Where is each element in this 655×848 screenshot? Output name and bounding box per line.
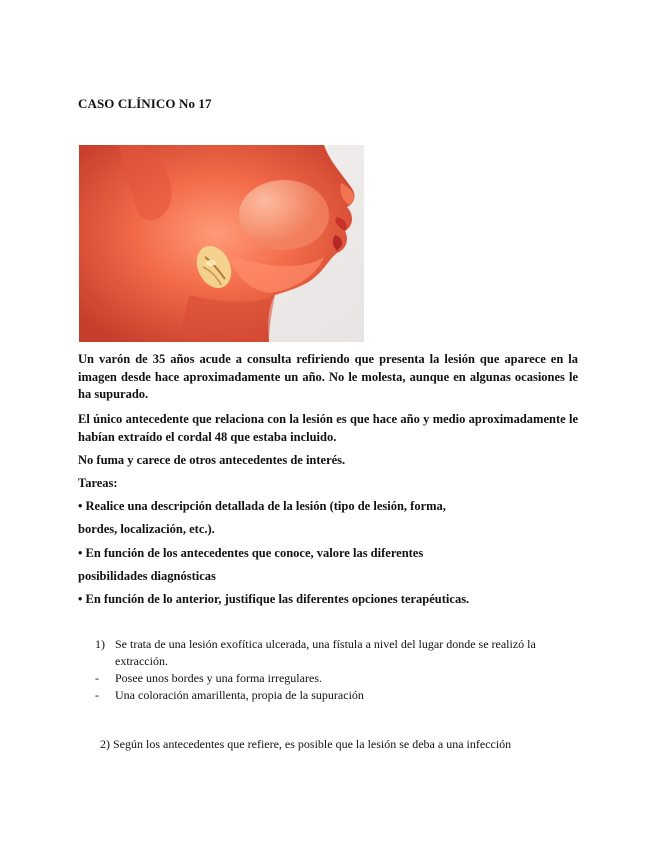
task-1-line-2: bordes, localización, etc.). xyxy=(78,522,215,536)
clinical-photo xyxy=(79,145,364,342)
bullet-text: Posee unos bordes y una forma irregulares. xyxy=(115,671,322,685)
task-2-line-2: posibilidades diagnósticas xyxy=(78,569,216,583)
answer-1-item xyxy=(95,636,580,670)
case-title: CASO CLÍNICO No 17 xyxy=(78,96,212,111)
bullet-text: Una coloración amarillenta, propia de la supuración xyxy=(115,688,364,702)
case-habits-paragraph: No fuma y carece de otros antecedentes de interés. xyxy=(78,453,346,467)
answer-1-marker: 1) xyxy=(95,637,105,651)
task-1-line-1: • Realice una descripción detallada de la lesión (tipo de lesión, forma, xyxy=(78,499,446,513)
bullet-marker: - xyxy=(95,671,99,685)
case-history-paragraph: El único antecedente que relaciona con la lesión es que hace año y medio aproximadamente le habían extraído el cordal 48 que estaba incluido. xyxy=(78,412,578,444)
answer-1-text: Se trata de una lesión exofítica ulcerada, una fístula a nivel del lugar donde se realizó la extracción. xyxy=(115,637,536,668)
task-2-line-1: • En función de los antecedentes que conoce, valore las diferentes xyxy=(78,546,424,560)
tasks-heading: Tareas: xyxy=(78,476,118,490)
answer-1-bullet xyxy=(95,687,580,704)
clinical-photo-illustration xyxy=(79,145,364,342)
answer-2-text: 2) Según los antecedentes que refiere, es posible que la lesión se deba a una infección xyxy=(100,737,512,751)
bullet-marker: - xyxy=(95,688,99,702)
task-3: • En función de lo anterior, justifique las diferentes opciones terapéuticas. xyxy=(78,592,470,606)
answer-1-block xyxy=(95,636,580,704)
answer-1-bullet xyxy=(95,670,580,687)
case-description-paragraph: Un varón de 35 años acude a consulta refiriendo que presenta la lesión que aparece en la imagen desde hace aproximadamente un año. No le molesta, aunque en algunas ocasiones le ha supurado. xyxy=(78,352,578,401)
